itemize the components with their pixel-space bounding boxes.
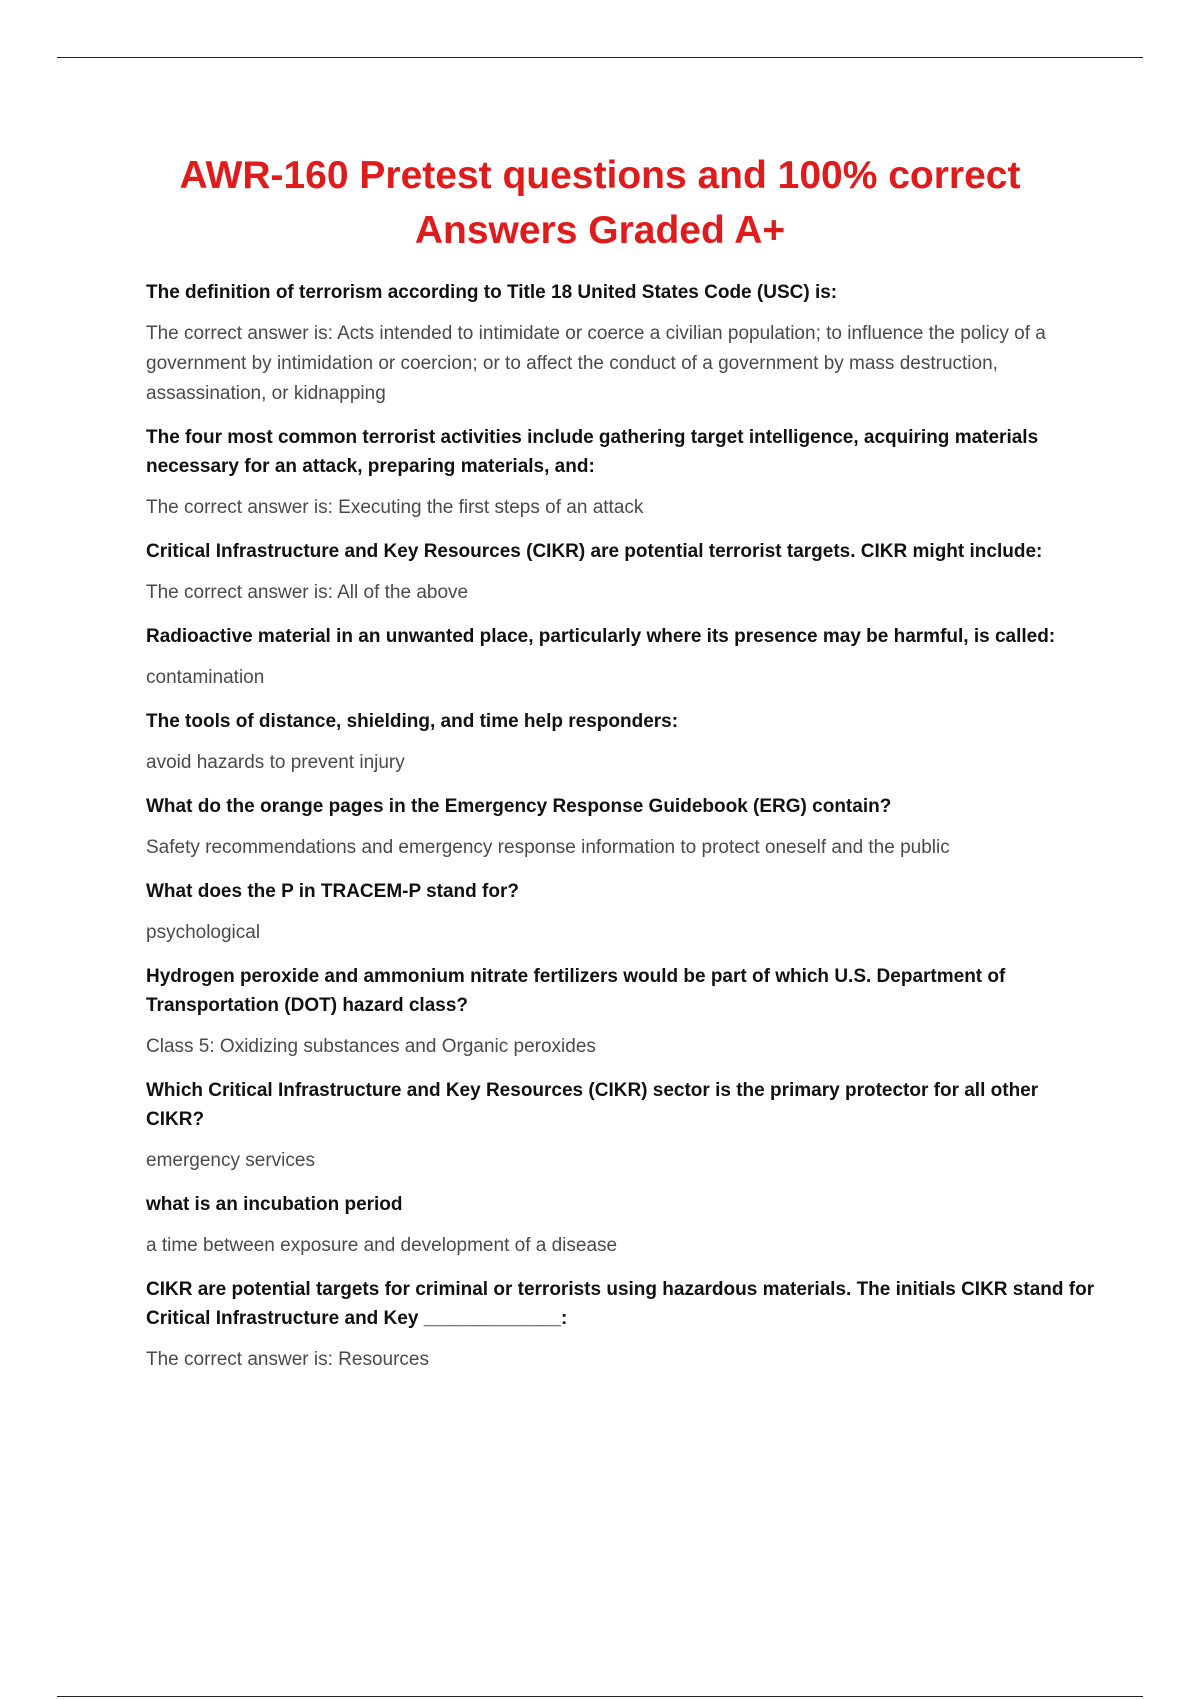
question-9: Which Critical Infrastructure and Key Resources (CIKR) sector is the primary protector for all other CIKR?	[146, 1080, 1039, 1130]
answer-3: The correct answer is: All of the above	[146, 582, 469, 603]
qa-item-4	[146, 622, 1096, 693]
answer-6: Safety recommendations and emergency response information to protect oneself and the public	[146, 837, 950, 858]
answer-9: emergency services	[146, 1150, 315, 1171]
answer-1: The correct answer is: Acts intended to intimidate or coerce a civilian population; to influence the policy of a government by intimidation or coercion; or to affect the conduct of a government by mass destruction, assassination, or kidnapping	[146, 323, 1046, 404]
footer-rule	[57, 1696, 1143, 1697]
answer-11: The correct answer is: Resources	[146, 1349, 429, 1370]
question-6: What do the orange pages in the Emergency Response Guidebook (ERG) contain?	[146, 796, 892, 817]
question-4: Radioactive material in an unwanted place, particularly where its presence may be harmful, is called:	[146, 626, 1056, 647]
answer-5: avoid hazards to prevent injury	[146, 752, 405, 773]
qa-item-9	[146, 1076, 1096, 1176]
question-11: CIKR are potential targets for criminal or terrorists using hazardous materials. The initials CIKR stand for Critical Infrastructure and Key _____________:	[146, 1279, 1095, 1329]
answer-7: psychological	[146, 922, 261, 943]
question-10: what is an incubation period	[146, 1194, 403, 1215]
answer-10: a time between exposure and development of a disease	[146, 1235, 618, 1256]
header-rule	[57, 57, 1143, 58]
qa-item-7	[146, 877, 1096, 948]
qa-item-1	[146, 278, 1096, 409]
qa-item-3	[146, 537, 1096, 608]
qa-item-8	[146, 962, 1096, 1062]
qa-item-11	[146, 1275, 1096, 1375]
document-title: AWR-160 Pretest questions and 100% correct Answers Graded A+	[179, 154, 1021, 252]
answer-2: The correct answer is: Executing the first steps of an attack	[146, 497, 644, 518]
qa-item-5	[146, 707, 1096, 778]
question-3: Critical Infrastructure and Key Resources (CIKR) are potential terrorist targets. CIKR might include:	[146, 541, 1043, 562]
question-2: The four most common terrorist activities include gathering target intelligence, acquiring materials necessary for an attack, preparing materials, and:	[146, 427, 1039, 477]
question-7: What does the P in TRACEM-P stand for?	[146, 881, 519, 902]
answer-4: contamination	[146, 667, 265, 688]
question-1: The definition of terrorism according to Title 18 United States Code (USC) is:	[146, 282, 838, 303]
question-8: Hydrogen peroxide and ammonium nitrate fertilizers would be part of which U.S. Department of Transportation (DOT) hazard class?	[146, 966, 1006, 1016]
qa-item-6	[146, 792, 1096, 863]
question-5: The tools of distance, shielding, and time help responders:	[146, 711, 679, 732]
qa-list	[146, 278, 1096, 1389]
answer-8: Class 5: Oxidizing substances and Organic peroxides	[146, 1036, 596, 1057]
qa-item-10	[146, 1190, 1096, 1261]
qa-item-2	[146, 423, 1096, 523]
